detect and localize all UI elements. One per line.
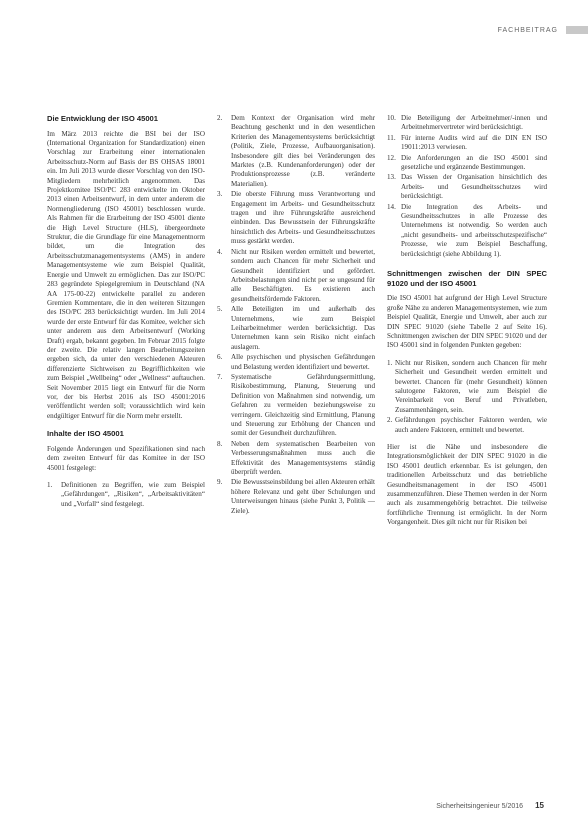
list-item: [217, 114, 375, 189]
list-item-text: Dem Kontext der Organisation wird mehr Beachtung geschenkt und in den wesentlichen Kriterien des Managementsystems berücksichtigt (Politik, Ziele, Prozesse, Aufbauorganisation). Insbesondere gilt dies bei Veränderungen des Marktes (z.B. Kundenanforderungen) oder der Produktionsprozesse (z.B. veränderte Materialien).: [231, 114, 375, 188]
list-item-number: 9.: [217, 478, 223, 487]
list-item-number: 8.: [217, 439, 223, 448]
list-item: [387, 114, 547, 133]
list-item-number: 2.: [217, 114, 223, 122]
list-item-text: Die Integration des Arbeits- und Gesundheitsschutzes in alle Prozesse des Unternehmens ist notwendig. So werden auch „nicht gesundheits- und arbeitsschutzspezifische“ Prozesse, wie zum Beispiel Beschaffung, berücksichtigt (siehe Abbildung 1).: [401, 202, 547, 258]
list-item-text: Die Anforderungen an die ISO 45001 sind gesetzliche und ergänzende Bestimmungen.: [401, 153, 547, 172]
list-contents-col3: [387, 114, 547, 259]
paragraph-intersections: Die ISO 45001 hat aufgrund der High Level Structure große Nähe zu anderen Managementsystemen, wie zum Beispiel Qualität, Energie und Umwelt, aber auch zur DIN SPEC 91020 (siehe Tabelle 2 auf Seite 16). Schnittmengen zwischen der DIN SPEC 91020 und der ISO 45001 sind in folgenden Punkten gegeben:: [387, 294, 547, 350]
column-3: [387, 114, 547, 536]
list-item-text: Nicht nur Risiken werden ermittelt und bewertet, sondern auch Chancen für mehr Sicherheit und Gesundheit identifiziert und gefördert. Arbeitsbelastungen sind nicht per se ungesund für alle Beschäftigten. Es existieren auch gesundheitsfördernde Faktoren.: [231, 247, 375, 303]
list-item: [217, 248, 375, 304]
list-item-number: 4.: [217, 247, 223, 256]
section-label: FACHBEITRAG: [497, 26, 558, 34]
list-item-number: 1.: [387, 358, 393, 367]
list-item-text: Die oberste Führung muss Verantwortung und Engagement im Arbeits- und Gesundheitsschutz tragen und ihre Führungskräfte ausreichend einbinden. Das Bewusstsein der Führungskräfte hinsichtlich des Arbeits- und Gesundheitsschutzes muss gestärkt werden.: [231, 190, 375, 246]
list-item-number: 14.: [387, 202, 396, 211]
list-item-number: 7.: [217, 372, 223, 381]
heading-contents: Inhalte der ISO 45001: [47, 429, 124, 439]
list-item: [217, 373, 375, 439]
section-tag-bar: [566, 26, 588, 34]
list-intersections: [387, 359, 547, 435]
list-item: [387, 154, 547, 173]
list-item-number: 6.: [217, 353, 223, 362]
list-item: [387, 203, 547, 259]
list-item: [217, 478, 375, 516]
list-item: [387, 173, 547, 201]
list-item-number: 1.: [47, 481, 53, 489]
list-item: [217, 440, 375, 478]
page-footer: [436, 801, 544, 810]
list-item-text: Alle psychischen und physischen Gefährdungen und Belastung werden identifiziert und bewertet.: [231, 353, 375, 371]
heading-intersections: Schnittmengen zwischen der DIN SPEC 91020 und der ISO 45001: [387, 269, 547, 288]
list-item-number: 3.: [217, 190, 223, 199]
heading-development: Die Entwicklung der ISO 45001: [47, 114, 158, 123]
list-item-number: 12.: [387, 153, 396, 162]
section-tag: [498, 26, 588, 34]
list-item-text: Die Beteiligung der Arbeitnehmer/-innen und Arbeitnehmervertreter wird berücksichtigt.: [401, 114, 547, 132]
list-item: [387, 359, 547, 415]
list-item-number: 11.: [387, 133, 396, 142]
paragraph-conclusion: Hier ist die Nähe und insbesondere die Integrationsmöglichkeit der DIN SPEC 91020 in die ISO 45001 deutlich erkennbar. Es ist gelungen, den traditionellen Arbeitsschutz und das betriebliche Gesundheitsmanagement in der ISO 45001 zusammenzuführen. Diese Themen werden in der Norm auch als zusammengehörig betrachtet. Die teilweise fortführliche Trennung ist ermöglicht. In der Norm Vorgangenheit. Dies gilt nicht nur für Risiken bei: [387, 442, 547, 527]
list-item-text: Systematische Gefährdungsermittlung, Risikobestimmung, Planung, Steuerung und Definition von Maßnahmen sind notwendig, um Gefahren zu vermeiden beziehungsweise zu verringern. Gleichzeitig sind Ermittlung, Planung und Steuerung zur Erhöhung der Chancen und somit der Gesundheit durchzuführen.: [231, 372, 375, 438]
column-2: [217, 114, 375, 517]
list-item-text: Neben dem systematischen Bearbeiten von Verbesserungsmaßnahmen muss auch die Effektivität des Managementsystems ständig überprüft werden.: [231, 439, 375, 477]
list-item-text: Für interne Audits wird auf die DIN EN ISO 19011:2013 verwiesen.: [401, 133, 547, 152]
list-item: [387, 416, 547, 435]
paragraph-development: Im März 2013 reichte die BSI bei der ISO (International Organization for Standardization) einen Vorschlag zur Erarbeitung einer internationalen Arbeitsschutz-Norm auf Basis der BS OHSAS 18001 ein. Im Juli 2013 wurde dieser Vorschlag von den ISO-Mitgliedern mehrheitlich angenommen. Das Projektkomitee ISO/PC 283 entwickelte im Oktober 2013 einen Arbeitsentwurf, in dem unter anderem die Normengliederung (ISO 45001) beschlossen wurde. Als Rahmen für die Erarbeitung der ISO 45001 diente die High Level Structure (HLS), übergeordnete Struktur, die die Grundlage für eine Managementnorm bildet, um die Integration des Arbeitsschutzmanagementsystems (AMS) in andere Managementsysteme wie zum Beispiel Qualität, Energie und Umwelt zu ermöglichen. Das zur ISO/PC 283 gegründete Spiegelgremium in Deutschland (NA AA 175-00-22) entwickelte parallel zu anderen Gremien Kommentare, die in den weiteren Sitzungen des ISO/PC 283 berücksichtigt wurden. Im Juli 2014 wurde der erste Entwurf für das Komitee, welcher sich unter anderem aus dem Arbeitsentwurf (Working Draft) ergab, bekannt gegeben. Im Februar 2015 folgte der zweite. Die relativ langen Bearbeitungszeiten ergeben sich, da unter den verschiedenen Akteuren differenzierte Sichtweisen zu Begrifflichkeiten wie zum Beispiel „Wellbeing“ oder „Wellness“ auftauchen. Seit November 2015 liegt ein Entwurf für die Norm vor, der bis Herbst 2016 als ISO 45001:2016 veröffentlicht werden soll; voraussichtlich wird kein endgültiger Entwurf für die Norm mehr erstellt.: [47, 129, 205, 420]
list-contents-col2: [217, 114, 375, 516]
list-contents-col1: [47, 481, 205, 509]
paragraph-contents-intro: Folgende Änderungen und Spezifikationen sind nach dem zweiten Entwurf für das Komitee in der ISO 45001 festgelegt:: [47, 444, 205, 472]
list-item-text: Nicht nur Risiken, sondern auch Chancen für mehr Sicherheit und Gesundheit werden ermittelt und bewertet. Chancen für (mehr Gesundheit) können salutogene Faktoren, wie zum Beispiel die Vereinbarkeit von Beruf und Privatleben, Zusammenhängen, sein.: [395, 358, 547, 414]
column-1: [47, 114, 205, 510]
list-item: [217, 353, 375, 372]
list-item: [47, 481, 205, 509]
footer-magazine: Sicherheitsingenieur 5/2016: [436, 803, 524, 810]
list-item-number: 10.: [387, 114, 396, 122]
list-item: [217, 305, 375, 352]
page-number: 15: [535, 801, 544, 810]
list-item-number: 13.: [387, 173, 396, 182]
list-item: [387, 134, 547, 153]
list-item-text: Das Wissen der Organisation hinsichtlich des Arbeits- und Gesundheitsschutzes wird berücksichtigt.: [401, 173, 547, 201]
list-item-text: Die Bewusstseinsbildung bei allen Akteuren erhält höhere Relevanz und geht über Schulungen und Unterweisungen hinaus (siehe Punkt 3, Politik — Ziele).: [231, 478, 375, 515]
list-item-number: 5.: [217, 305, 223, 314]
list-item-text: Definitionen zu Begriffen, wie zum Beispiel „Gefährdungen“, „Risiken“, „Arbeitsaktivitäten“ und „Vorfall“ sind festgelegt.: [61, 481, 205, 508]
list-item-text: Alle Beteiligten im und außerhalb des Unternehmens, wie zum Beispiel Leiharbeitnehmer werden berücksichtigt. Das Unternehmen kann sein Risiko nicht einfach auslagern.: [231, 305, 375, 351]
list-item-text: Gefährdungen psychischer Faktoren werden, wie auch andere Faktoren, ermittelt und bewertet.: [395, 416, 547, 434]
list-item-number: 2.: [387, 416, 393, 425]
list-item: [217, 190, 375, 246]
